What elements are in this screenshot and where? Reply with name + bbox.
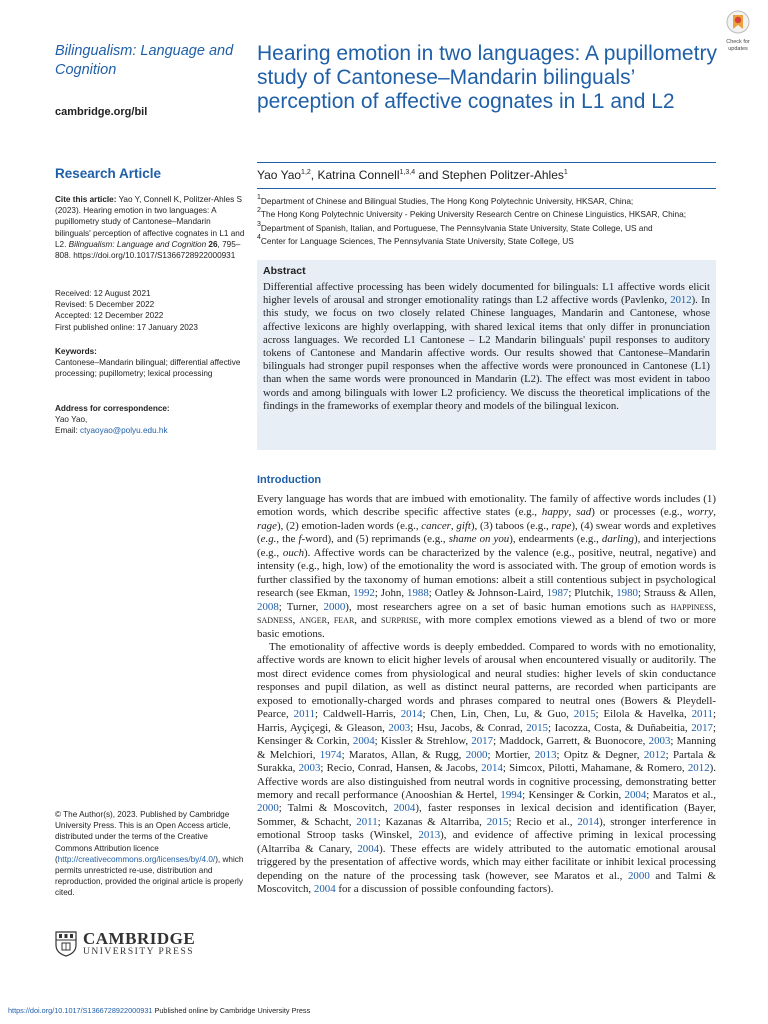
date-revised: Revised: 5 December 2022 (55, 300, 155, 310)
cite-text: Yao Y, Connell K, Politzer-Ahles S (2023). Hearing emotion in two languages: A pupillometry study of Cantonese–Mandarin bilinguals' perception of affective cognates in L1 and L2. (55, 195, 245, 249)
cambridge-logo (55, 931, 195, 957)
email-link[interactable]: ctyaoyao@polyu.edu.hk (80, 426, 168, 436)
correspondence-label: Address for correspondence: (55, 404, 170, 413)
logo-line-1: CAMBRIDGE (83, 929, 196, 948)
citation-link[interactable]: 2004 (624, 788, 647, 801)
license-text-2: ), which permits unrestricted re-use, distribution and reproduction, provided the original article is properly cited. (55, 854, 244, 898)
citation-link[interactable]: 2003 (388, 721, 411, 734)
footer-doi-link[interactable]: https://doi.org/10.1017/S1366728922000931 (8, 1006, 153, 1015)
intro-paragraph-2: The emotionality of affective words is deeply embedded. Compared to words with no emotionality, affective words are known to elicit higher levels of arousal when encountered visually or auditorily. The most direct evidence comes from physiological and neural studies: higher levels of skin conductance responses and pupil dilation, as well as distinct neural patterns, are recorded when participants are exposed to emotionally-charged words and phrases compared to neutral ones (Bowers & Pleydell-Pearce, 2011; Caldwell-Harris, 2014; Chen, Lin, Chen, Lu, & Guo, 2015; Eilola & Havelka, 2011; Harris, Ayçiçegi, & Gleason, 2003; Hsu, Jacobs, & Conrad, 2015; Iacozza, Costa, & Duñabeitia, 2017; Kensinger & Corkin, 2004; Kissler & Strehlow, 2017; Maddock, Garrett, & Buonocore, 2003; Manning & Melchiori, 1974; Maratos, Allan, & Rugg, 2000; Mortier, 2013; Opitz & Degner, 2012; Partala & Surakka, 2003; Recio, Conrad, Hansen, & Jacobs, 2014; Simcox, Pilotti, Mahamane, & Romero, 2012). Affective words are also distinguished from neutral words in cognitive processing, demonstrating better memory and recall performance (Anooshian & Hertel, 1994; Kensinger & Corkin, 2004; Maratos et al., 2000; Talmi & Moscovitch, 2004), faster responses in lexical decision and identification (Bayer, Sommer, & Schacht, 2011; Kazanas & Altarriba, 2015; Recio et al., 2014), stronger interference in emotional Stroop tasks (Winskel, 2013), and evidence of affective priming in lexical processing (Altarriba & Canary, 2004). These effects are widely attributed to the automatic emotional arousal triggered by the presentation of affective words, which may either facilitate or inhibit lexical processing depending on the nature of the processing task (however, see Maratos et al., 2000 and Talmi & Moscovitch, 2004 for a discussion of possible confounding factors). (257, 640, 717, 896)
article-type: Research Article (55, 166, 162, 181)
citation-link[interactable]: 2004 (393, 802, 416, 815)
citation-link[interactable]: 2000 (465, 748, 488, 761)
affiliations (257, 195, 727, 248)
citation-link[interactable]: 2013 (418, 829, 441, 842)
citation-link[interactable]: 2004 (357, 842, 380, 855)
author-name: Yao Yao (257, 168, 302, 182)
citation-link[interactable]: 2013 (534, 748, 557, 761)
title-rule (257, 162, 716, 163)
license-link[interactable]: http://creativecommons.org/licenses/by/4.0/ (57, 854, 216, 864)
citation-link[interactable]: 2004 (313, 883, 336, 896)
citation-link[interactable]: 2008 (257, 600, 279, 613)
citation-link[interactable]: 2014 (400, 708, 423, 721)
correspondence-block (55, 403, 245, 437)
dates-block (55, 288, 245, 333)
citation-link[interactable]: 2004 (352, 735, 375, 748)
author-list: Yao Yao$^{1,2}$, Katrina Connell$^{1,3,4}$ and Stephen Politzer-Ahles$^1$ (257, 168, 568, 182)
cambridge-shield-icon (55, 931, 77, 957)
cite-journal: Bilingualism: Language and Cognition (68, 239, 207, 249)
keywords-text: Cantonese–Mandarin bilingual; differential affective processing; pupillometry; lexical processing (55, 358, 241, 379)
citation-link[interactable]: 2000 (257, 802, 279, 815)
introduction-body (257, 493, 716, 897)
citation-link[interactable]: 2014 (481, 762, 503, 775)
authors-rule (257, 188, 716, 189)
citation-link[interactable]: 1992 (353, 587, 375, 600)
license-block (55, 809, 245, 899)
affiliation-line: $^2$The Hong Kong Polytechnic University - Peking University Research Centre on Chinese Linguistics, HKSAR, China; (257, 207, 687, 220)
logo-line-2: UNIVERSITY PRESS (83, 947, 195, 957)
citation-link[interactable]: 2012 (643, 748, 666, 761)
citation-link[interactable]: 2003 (648, 735, 671, 748)
check-updates-icon (726, 10, 750, 34)
citation-link[interactable]: 1987 (546, 587, 569, 600)
check-updates-label-1: Check for (726, 39, 750, 45)
citation-link[interactable]: 1974 (319, 748, 342, 761)
keywords-label: Keywords: (55, 347, 97, 356)
citation-link[interactable]: 2015 (526, 721, 548, 734)
intro-paragraph-1: Every language has words that are imbued with emotionality. The family of affective words includes (1) emotion words, which describe specific affective states (e.g., happy, sad) or processes (e.g., worry, rage), (2) emotion-laden words (e.g., cancer, gift), (3) taboos (e.g., rape), (4) swear words and expletives (e.g., the f-word), and (5) reprimands (e.g., shame on you), endearments (e.g., darling), and interjections (e.g., ouch). Affective words can be characterized by the valence (e.g., positive, neutral, negative) and intensity (e.g., high, low) of the emotionality the word is associated with. The group of emotion words is further classified by the taxonomy of human emotions: albeit a still contentious subject in psychological research (see Ekman, 1992; John, 1988; Oatley & Johnson-Laird, 1987; Plutchik, 1980; Strauss & Allen, 2008; Turner, 2000), most researchers agree on a set of basic human emotions such as happiness, sadness, anger, fear, and surprise, with more complex emotions viewed as a blend of two or more basic emotions. (257, 493, 716, 640)
affiliation-line: $^3$Department of Spanish, Italian, and Portuguese, The Pennsylvania State University, State College, US and (257, 220, 653, 233)
citation-link[interactable]: 2017 (691, 721, 713, 734)
check-updates-label-2: updates (728, 45, 748, 52)
author-name: Katrina Connell (317, 168, 400, 182)
author-affiliation-marker: 1,3,4 (399, 169, 416, 176)
abstract-text: Differential affective processing has been widely documented for bilinguals: L1 affective words elicit higher levels of arousal and stronger emotionality ratings than L2 affective words (Pavlenko, 2012). In this study, we focus on two closely related Chinese languages, Mandarin and Cantonese, whose affective lexicons are highly overlapping, with shared lexical items that only differ in pronunciation across languages. We recorded L1 Cantonese – L2 Mandarin bilinguals' pupil responses to auditory tokens of Cantonese and Mandarin affective words. Our results showed that Cantonese–Mandarin bilinguals had stronger pupil responses when the affective words were pronounced in Cantonese (L1) than when the same words were pronounced in Mandarin (L2). The effect was most evident in taboo words and among bilinguals with lower L2 proficiency. We discuss the theoretical implications of the findings in the frameworks of exemplar theory and models of the bilingual lexicon. (263, 281, 710, 412)
citation-link[interactable]: 2000 (627, 869, 650, 882)
citation-link[interactable]: 2003 (298, 762, 321, 775)
author-affiliation-marker: 1,2 (301, 169, 311, 176)
journal-name[interactable]: Bilingualism: Language and Cognition (55, 43, 234, 78)
email-label: Email: (55, 426, 81, 436)
introduction-heading: Introduction (257, 474, 322, 486)
citation-link[interactable]: 2011 (691, 708, 713, 721)
page-footer (8, 1006, 310, 1015)
abstract-citation-link[interactable]: 2012 (670, 294, 692, 307)
citation-link[interactable]: 2012 (687, 762, 710, 775)
citation-link[interactable]: 2011 (356, 815, 378, 828)
citation-link[interactable]: 2015 (573, 708, 596, 721)
cite-label: Cite this article: (55, 195, 117, 204)
footer-text: Published online by Cambridge University Press (152, 1006, 311, 1015)
citation-link[interactable]: 1988 (407, 587, 429, 600)
citation-link[interactable]: 2000 (323, 600, 346, 613)
journal-site-link[interactable]: cambridge.org/bil (55, 106, 148, 118)
abstract-heading: Abstract (263, 265, 306, 277)
keywords-block (55, 346, 245, 380)
citation-link[interactable]: 2015 (486, 815, 509, 828)
article-title: Hearing emotion in two languages: A pupillometry study of Cantonese–Mandarin bilinguals’ perception of affective cognates in L1 and L2 (257, 42, 717, 113)
date-first-published: First published online: 17 January 2023 (55, 322, 198, 332)
cite-pages: , 795–808. https://doi.org/10.1017/S1366728922000931 (55, 239, 241, 261)
date-accepted: Accepted: 12 December 2022 (55, 311, 164, 321)
citation-link[interactable]: 2017 (471, 735, 494, 748)
citation-link[interactable]: 2014 (577, 815, 600, 828)
author-name: Stephen Politzer-Ahles (441, 168, 564, 182)
date-received: Received: 12 August 2021 (55, 289, 151, 298)
author-affiliation-marker: 1 (563, 169, 568, 176)
license-text-1: © The Author(s), 2023. Published by Cambridge University Press. This is an Open Access article, distributed under the terms of the Creative Commons Attribution licence ( (55, 810, 231, 864)
affiliation-line: $^1$Department of Chinese and Bilingual Studies, The Hong Kong Polytechnic University, HKSAR, China; (257, 194, 634, 206)
citation-link[interactable]: 2011 (293, 708, 316, 721)
abstract-box (257, 260, 716, 450)
citation-link[interactable]: 1994 (500, 788, 523, 801)
correspondence-name: Yao Yao, (55, 415, 88, 425)
cite-volume: 26 (208, 239, 218, 249)
citation-link[interactable]: 1980 (616, 587, 638, 600)
affiliation-line: $^4$Center for Language Sciences, The Pennsylvania State University, State College, US (257, 233, 574, 246)
citation-block (55, 194, 245, 261)
